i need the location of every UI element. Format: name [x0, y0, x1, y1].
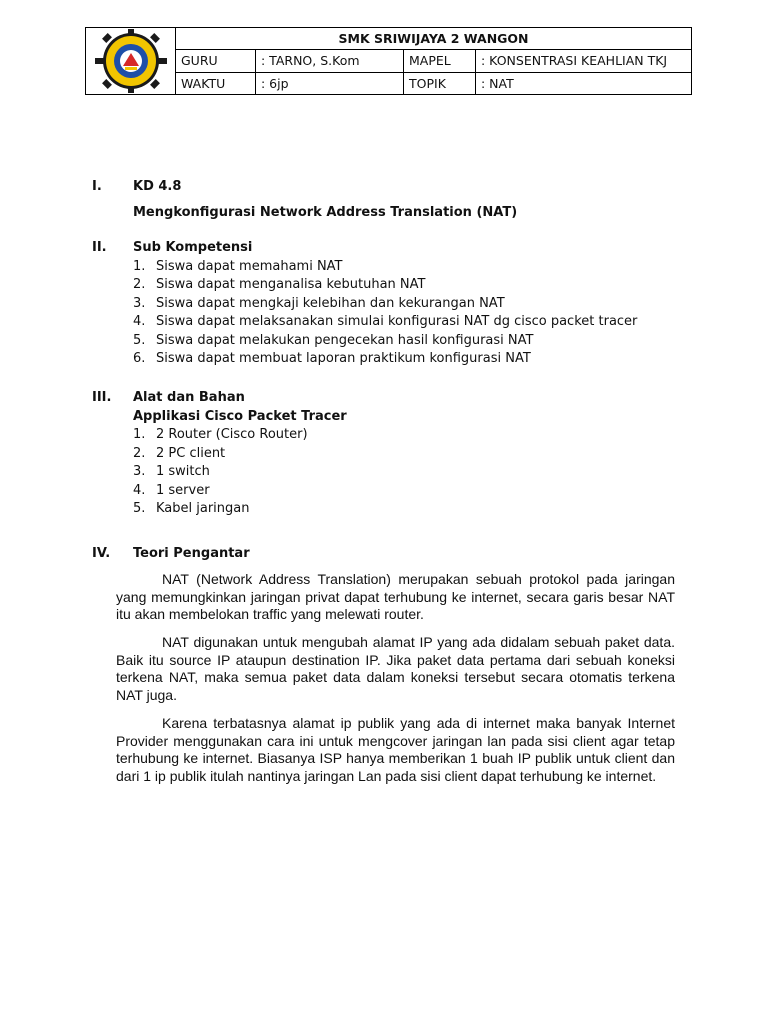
theory-paragraph-1: NAT (Network Address Translation) merupakan sebuah protokol pada jaringan yang memungkinkan jaringan privat dapat terhubung ke internet, secara garis besar NAT itu akan membelokan traffic yang melewati router.: [116, 571, 675, 622]
tools-list: [133, 426, 347, 519]
section-title: Sub Kompetensi: [133, 240, 253, 255]
list-item: 2. 2 PC client: [133, 445, 226, 461]
value-waktu: : 6jp: [256, 72, 404, 94]
section-number: III.: [92, 390, 112, 405]
school-name: SMK SRIWIJAYA 2 WANGON: [176, 28, 692, 50]
school-logo: [86, 28, 176, 94]
list-item: 1. Siswa dapat memahami NAT: [133, 258, 343, 274]
section-number: II.: [92, 240, 107, 255]
list-item: 4. Siswa dapat melaksanakan simulai konfigurasi NAT dg cisco packet tracer: [133, 314, 638, 329]
section-title: Teori Pengantar: [133, 546, 250, 561]
list-item: 4. 1 server: [133, 482, 210, 498]
list-item: 1. 2 Router (Cisco Router): [133, 427, 308, 442]
value-topik: : NAT: [476, 72, 692, 94]
header-table: [85, 27, 692, 95]
school-logo-icon: [95, 29, 167, 93]
list-item: 6. Siswa dapat membuat laporan praktikum konfigurasi NAT: [133, 351, 531, 366]
competency-list: [133, 258, 637, 369]
label-guru: GURU: [176, 50, 256, 72]
section-subtitle: Applikasi Cisco Packet Tracer: [133, 408, 347, 424]
section-title: KD 4.8: [133, 179, 182, 194]
value-guru: : TARNO, S.Kom: [256, 50, 404, 72]
list-item: 5. Kabel jaringan: [133, 501, 250, 516]
label-topik: TOPIK: [404, 72, 476, 94]
value-mapel: : KONSENTRASI KEAHLIAN TKJ: [476, 50, 692, 72]
header-row-time: [86, 72, 692, 94]
header-row-teacher: [86, 50, 692, 72]
section-subtitle: Mengkonfigurasi Network Address Translation (NAT): [133, 204, 518, 220]
label-waktu: WAKTU: [176, 72, 256, 94]
list-item: 5. Siswa dapat melakukan pengecekan hasil konfigurasi NAT: [133, 332, 534, 348]
list-item: 3. 1 switch: [133, 464, 210, 479]
section-number: IV.: [92, 546, 111, 561]
list-item: 2. Siswa dapat menganalisa kebutuhan NAT: [133, 277, 426, 292]
list-item: 3. Siswa dapat mengkaji kelebihan dan kekurangan NAT: [133, 295, 505, 311]
school-logo-cell: [86, 28, 176, 95]
theory-paragraph-2: NAT digunakan untuk mengubah alamat IP yang ada didalam sebuah paket data. Baik itu source IP ataupun destination IP. Jika paket data pertama dari sebuah koneksi terkena NAT, maka semua paket data dalam koneksi tersebut secara otomatis terkena NAT juga.: [116, 634, 675, 703]
section-title: Alat dan Bahan: [133, 390, 245, 405]
label-mapel: MAPEL: [404, 50, 476, 72]
theory-paragraph-3: Karena terbatasnya alamat ip publik yang ada di internet maka banyak Internet Provider menggunakan cara ini untuk mengcover jaringan lan pada sisi client agar tetap terhubung ke internet. Biasanya ISP hanya memberikan 1 buah IP publik untuk client dan dari 1 ip publik itulah nantinya jaringan Lan pada sisi client dapat terhubung ke internet.: [116, 715, 675, 784]
section-number: I.: [92, 179, 102, 194]
